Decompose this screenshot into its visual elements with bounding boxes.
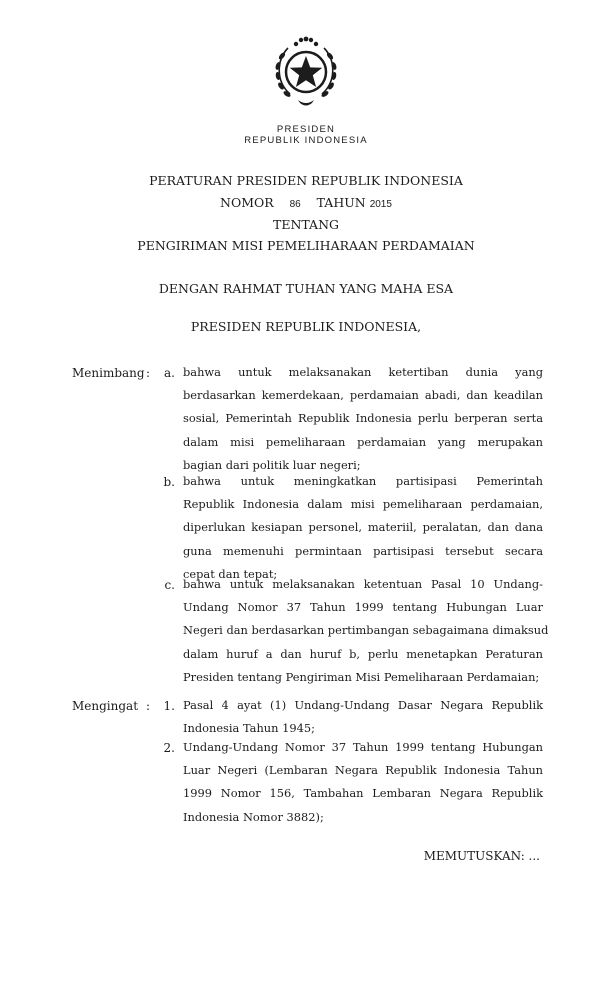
text-line: bahwa untuk melaksanakan ketentuan Pasal 10 Undang- <box>183 577 543 591</box>
mengingat-label: Mengingat <box>72 699 139 713</box>
menimbang-item-b <box>183 470 543 586</box>
text-line: Undang Nomor 37 Tahun 1999 tentang Hubungan Luar <box>183 600 543 615</box>
menimbang-colon: : <box>146 366 151 380</box>
mengingat-item-1 <box>183 694 543 740</box>
regulation-subject: PENGIRIMAN MISI PEMELIHARAAN PERDAMAIAN <box>137 238 475 253</box>
mengingat-colon: : <box>146 699 151 713</box>
rahmat-line: DENGAN RAHMAT TUHAN YANG MAHA ESA <box>158 281 454 296</box>
garuda-star-emblem-icon <box>266 30 346 110</box>
header-republik-indonesia: REPUBLIK INDONESIA <box>244 135 368 146</box>
text-line: bahwa untuk melaksanakan ketertiban dunia yang <box>183 365 543 379</box>
regulation-title: PERATURAN PRESIDEN REPUBLIK INDONESIA <box>149 173 463 188</box>
text-line: cepat dan tepat; <box>183 566 278 581</box>
text-line: Pasal 4 ayat (1) Undang-Undang Dasar Negara Republik <box>183 698 543 712</box>
mengingat-item-2 <box>183 736 543 829</box>
text-line: sosial, Pemerintah Republik Indonesia perlu berperan serta <box>183 411 543 426</box>
text-line: Undang-Undang Nomor 37 Tahun 1999 tentang Hubungan <box>183 740 543 754</box>
menimbang-item-a <box>183 361 543 477</box>
nomor-value: 86 <box>289 199 301 210</box>
presiden-line: PRESIDEN REPUBLIK INDONESIA, <box>190 319 422 334</box>
menimbang-mark-a: a. <box>164 366 175 380</box>
text-line: diperlukan kesiapan personel, materiil, peralatan, dan dana <box>183 520 543 535</box>
text-line: bahwa untuk meningkatkan partisipasi Pemerintah <box>183 474 543 488</box>
text-line: dalam misi pemeliharaan perdamaian yang merupakan <box>183 434 543 449</box>
menimbang-item-c <box>183 573 549 689</box>
text-line: guna memenuhi permintaan partisipasi tersebut secara <box>183 543 543 558</box>
text-line: Presiden tentang Pengiriman Misi Pemeliharaan Perdamaian; <box>183 669 540 684</box>
mengingat-mark-2: 2. <box>163 741 175 755</box>
text-line: 1999 Nomor 156, Tambahan Lembaran Negara Republik <box>183 786 543 801</box>
menimbang-label: Menimbang <box>72 366 145 380</box>
text-line: dalam huruf a dan huruf b, perlu menetapkan Peraturan <box>183 646 543 661</box>
continuation-marker: MEMUTUSKAN: ... <box>423 849 540 863</box>
tentang-label: TENTANG <box>272 217 339 232</box>
text-line: Luar Negeri (Lembaran Negara Republik Indonesia Tahun <box>183 763 543 778</box>
text-line: Indonesia Nomor 3882); <box>183 809 324 824</box>
nomor-label: NOMOR <box>220 195 274 210</box>
text-line: bagian dari politik luar negeri; <box>183 457 361 472</box>
header-presiden: PRESIDEN <box>276 124 336 135</box>
text-line: Indonesia Tahun 1945; <box>183 721 315 736</box>
text-line: Republik Indonesia dalam misi pemeliharaan perdamaian, <box>183 497 543 512</box>
menimbang-mark-b: b. <box>163 475 175 489</box>
text-line: Negeri dan berdasarkan pertimbangan sebagaimana dimaksud <box>183 623 549 638</box>
mengingat-mark-1: 1. <box>163 699 175 713</box>
tahun-label: TAHUN <box>316 195 366 210</box>
tahun-value: 2015 <box>369 199 392 210</box>
regulation-number-line <box>0 195 612 213</box>
menimbang-mark-c: c. <box>164 578 175 592</box>
text-line: berdasarkan kemerdekaan, perdamaian abadi, dan keadilan <box>183 388 543 403</box>
